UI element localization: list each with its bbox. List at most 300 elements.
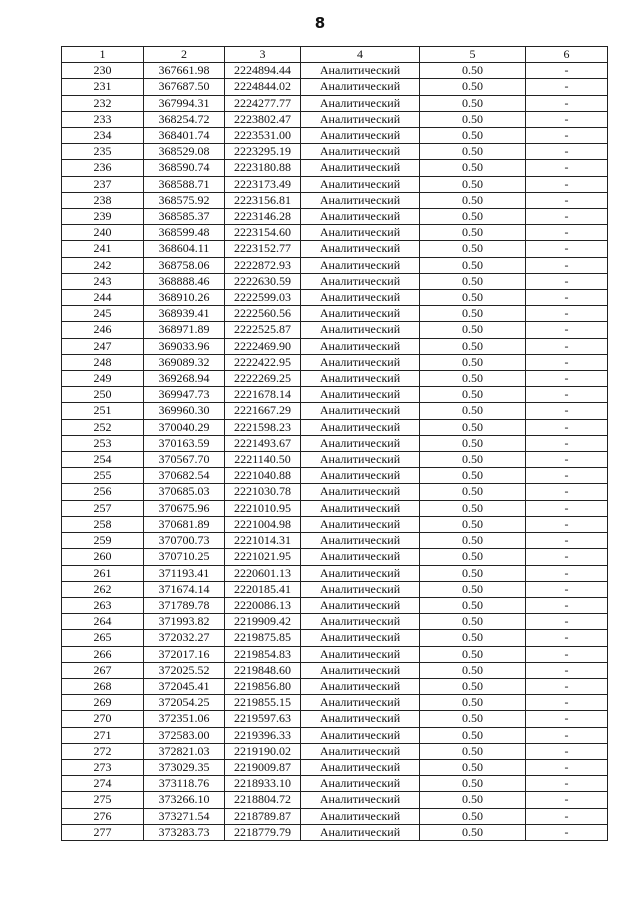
note-cell: - [526, 63, 608, 79]
table-row [62, 468, 608, 484]
x-coordinate-cell: 372583.00 [144, 727, 225, 743]
method-cell: Аналитический [301, 792, 420, 808]
y-coordinate-cell: 2221040.88 [225, 468, 301, 484]
note-cell: - [526, 338, 608, 354]
x-coordinate-cell: 368590.74 [144, 160, 225, 176]
accuracy-cell: 0.50 [420, 759, 526, 775]
table-row [62, 192, 608, 208]
point-number-cell: 277 [62, 824, 144, 840]
coordinates-table [61, 46, 608, 841]
accuracy-cell: 0.50 [420, 565, 526, 581]
accuracy-cell: 0.50 [420, 743, 526, 759]
method-cell: Аналитический [301, 484, 420, 500]
table-row [62, 338, 608, 354]
method-cell: Аналитический [301, 581, 420, 597]
note-cell: - [526, 500, 608, 516]
accuracy-cell: 0.50 [420, 371, 526, 387]
note-cell: - [526, 306, 608, 322]
method-cell: Аналитический [301, 306, 420, 322]
table-row [62, 808, 608, 824]
point-number-cell: 266 [62, 646, 144, 662]
y-coordinate-cell: 2219009.87 [225, 759, 301, 775]
table-row [62, 597, 608, 613]
y-coordinate-cell: 2221678.14 [225, 387, 301, 403]
accuracy-cell: 0.50 [420, 597, 526, 613]
accuracy-cell: 0.50 [420, 241, 526, 257]
table-row [62, 273, 608, 289]
note-cell: - [526, 144, 608, 160]
point-number-cell: 270 [62, 711, 144, 727]
table-row [62, 727, 608, 743]
note-cell: - [526, 225, 608, 241]
y-coordinate-cell: 2219875.85 [225, 630, 301, 646]
note-cell: - [526, 128, 608, 144]
point-number-cell: 238 [62, 192, 144, 208]
y-coordinate-cell: 2224277.77 [225, 95, 301, 111]
y-coordinate-cell: 2221014.31 [225, 533, 301, 549]
x-coordinate-cell: 372032.27 [144, 630, 225, 646]
y-coordinate-cell: 2223154.60 [225, 225, 301, 241]
y-coordinate-cell: 2219396.33 [225, 727, 301, 743]
x-coordinate-cell: 370040.29 [144, 419, 225, 435]
accuracy-cell: 0.50 [420, 257, 526, 273]
method-cell: Аналитический [301, 727, 420, 743]
point-number-cell: 267 [62, 662, 144, 678]
method-cell: Аналитический [301, 452, 420, 468]
x-coordinate-cell: 373029.35 [144, 759, 225, 775]
accuracy-cell: 0.50 [420, 808, 526, 824]
x-coordinate-cell: 367687.50 [144, 79, 225, 95]
note-cell: - [526, 743, 608, 759]
point-number-cell: 253 [62, 435, 144, 451]
table-row [62, 435, 608, 451]
x-coordinate-cell: 368575.92 [144, 192, 225, 208]
accuracy-cell: 0.50 [420, 160, 526, 176]
method-cell: Аналитический [301, 419, 420, 435]
note-cell: - [526, 95, 608, 111]
point-number-cell: 272 [62, 743, 144, 759]
x-coordinate-cell: 371789.78 [144, 597, 225, 613]
y-coordinate-cell: 2221010.95 [225, 500, 301, 516]
method-cell: Аналитический [301, 95, 420, 111]
table-row [62, 678, 608, 694]
accuracy-cell: 0.50 [420, 354, 526, 370]
point-number-cell: 274 [62, 776, 144, 792]
method-cell: Аналитический [301, 516, 420, 532]
accuracy-cell: 0.50 [420, 516, 526, 532]
table-row [62, 354, 608, 370]
point-number-cell: 247 [62, 338, 144, 354]
note-cell: - [526, 630, 608, 646]
method-cell: Аналитический [301, 776, 420, 792]
table-row [62, 322, 608, 338]
column-header: 5 [420, 47, 526, 63]
x-coordinate-cell: 368401.74 [144, 128, 225, 144]
x-coordinate-cell: 373271.54 [144, 808, 225, 824]
table-row [62, 160, 608, 176]
table-row [62, 371, 608, 387]
accuracy-cell: 0.50 [420, 322, 526, 338]
table-row [62, 290, 608, 306]
table-row [62, 403, 608, 419]
x-coordinate-cell: 368910.26 [144, 290, 225, 306]
method-cell: Аналитический [301, 468, 420, 484]
point-number-cell: 250 [62, 387, 144, 403]
table-row [62, 225, 608, 241]
header-row [62, 47, 608, 63]
method-cell: Аналитический [301, 711, 420, 727]
accuracy-cell: 0.50 [420, 711, 526, 727]
table-row [62, 824, 608, 840]
point-number-cell: 251 [62, 403, 144, 419]
x-coordinate-cell: 373266.10 [144, 792, 225, 808]
accuracy-cell: 0.50 [420, 79, 526, 95]
table-row [62, 792, 608, 808]
point-number-cell: 273 [62, 759, 144, 775]
accuracy-cell: 0.50 [420, 792, 526, 808]
y-coordinate-cell: 2222422.95 [225, 354, 301, 370]
method-cell: Аналитический [301, 500, 420, 516]
point-number-cell: 259 [62, 533, 144, 549]
y-coordinate-cell: 2218789.87 [225, 808, 301, 824]
table-row [62, 695, 608, 711]
note-cell: - [526, 257, 608, 273]
note-cell: - [526, 695, 608, 711]
point-number-cell: 246 [62, 322, 144, 338]
accuracy-cell: 0.50 [420, 630, 526, 646]
accuracy-cell: 0.50 [420, 484, 526, 500]
x-coordinate-cell: 370700.73 [144, 533, 225, 549]
y-coordinate-cell: 2219855.15 [225, 695, 301, 711]
y-coordinate-cell: 2220185.41 [225, 581, 301, 597]
x-coordinate-cell: 372017.16 [144, 646, 225, 662]
method-cell: Аналитический [301, 176, 420, 192]
point-number-cell: 263 [62, 597, 144, 613]
note-cell: - [526, 160, 608, 176]
table-row [62, 144, 608, 160]
table-row [62, 500, 608, 516]
accuracy-cell: 0.50 [420, 727, 526, 743]
y-coordinate-cell: 2220601.13 [225, 565, 301, 581]
note-cell: - [526, 727, 608, 743]
x-coordinate-cell: 368939.41 [144, 306, 225, 322]
table-row [62, 516, 608, 532]
x-coordinate-cell: 371674.14 [144, 581, 225, 597]
accuracy-cell: 0.50 [420, 95, 526, 111]
method-cell: Аналитический [301, 533, 420, 549]
accuracy-cell: 0.50 [420, 435, 526, 451]
table-row [62, 662, 608, 678]
accuracy-cell: 0.50 [420, 306, 526, 322]
note-cell: - [526, 824, 608, 840]
note-cell: - [526, 176, 608, 192]
method-cell: Аналитический [301, 549, 420, 565]
table-row [62, 111, 608, 127]
method-cell: Аналитический [301, 273, 420, 289]
accuracy-cell: 0.50 [420, 209, 526, 225]
accuracy-cell: 0.50 [420, 419, 526, 435]
method-cell: Аналитический [301, 646, 420, 662]
accuracy-cell: 0.50 [420, 128, 526, 144]
y-coordinate-cell: 2222630.59 [225, 273, 301, 289]
y-coordinate-cell: 2223156.81 [225, 192, 301, 208]
accuracy-cell: 0.50 [420, 614, 526, 630]
y-coordinate-cell: 2218804.72 [225, 792, 301, 808]
table-row [62, 128, 608, 144]
table-row [62, 549, 608, 565]
accuracy-cell: 0.50 [420, 500, 526, 516]
note-cell: - [526, 614, 608, 630]
accuracy-cell: 0.50 [420, 468, 526, 484]
x-coordinate-cell: 370710.25 [144, 549, 225, 565]
x-coordinate-cell: 372054.25 [144, 695, 225, 711]
point-number-cell: 275 [62, 792, 144, 808]
note-cell: - [526, 759, 608, 775]
accuracy-cell: 0.50 [420, 273, 526, 289]
x-coordinate-cell: 368529.08 [144, 144, 225, 160]
table-header [62, 47, 608, 63]
note-cell: - [526, 322, 608, 338]
y-coordinate-cell: 2218779.79 [225, 824, 301, 840]
column-header: 6 [526, 47, 608, 63]
note-cell: - [526, 371, 608, 387]
y-coordinate-cell: 2221030.78 [225, 484, 301, 500]
y-coordinate-cell: 2219597.63 [225, 711, 301, 727]
page-number: 8 [314, 14, 326, 32]
table-row [62, 614, 608, 630]
y-coordinate-cell: 2218933.10 [225, 776, 301, 792]
accuracy-cell: 0.50 [420, 678, 526, 694]
accuracy-cell: 0.50 [420, 144, 526, 160]
x-coordinate-cell: 371993.82 [144, 614, 225, 630]
point-number-cell: 243 [62, 273, 144, 289]
method-cell: Аналитический [301, 403, 420, 419]
accuracy-cell: 0.50 [420, 695, 526, 711]
note-cell: - [526, 192, 608, 208]
x-coordinate-cell: 367661.98 [144, 63, 225, 79]
x-coordinate-cell: 368588.71 [144, 176, 225, 192]
note-cell: - [526, 419, 608, 435]
y-coordinate-cell: 2219848.60 [225, 662, 301, 678]
method-cell: Аналитический [301, 824, 420, 840]
method-cell: Аналитический [301, 597, 420, 613]
table-row [62, 452, 608, 468]
note-cell: - [526, 241, 608, 257]
table-row [62, 646, 608, 662]
x-coordinate-cell: 370675.96 [144, 500, 225, 516]
point-number-cell: 254 [62, 452, 144, 468]
point-number-cell: 271 [62, 727, 144, 743]
y-coordinate-cell: 2221004.98 [225, 516, 301, 532]
y-coordinate-cell: 2221021.95 [225, 549, 301, 565]
accuracy-cell: 0.50 [420, 452, 526, 468]
column-header: 3 [225, 47, 301, 63]
accuracy-cell: 0.50 [420, 338, 526, 354]
x-coordinate-cell: 372045.41 [144, 678, 225, 694]
table-row [62, 241, 608, 257]
note-cell: - [526, 533, 608, 549]
accuracy-cell: 0.50 [420, 824, 526, 840]
note-cell: - [526, 808, 608, 824]
point-number-cell: 234 [62, 128, 144, 144]
table-body [62, 63, 608, 841]
table-row [62, 776, 608, 792]
method-cell: Аналитический [301, 63, 420, 79]
note-cell: - [526, 565, 608, 581]
method-cell: Аналитический [301, 387, 420, 403]
x-coordinate-cell: 373283.73 [144, 824, 225, 840]
point-number-cell: 269 [62, 695, 144, 711]
point-number-cell: 268 [62, 678, 144, 694]
method-cell: Аналитический [301, 79, 420, 95]
note-cell: - [526, 290, 608, 306]
point-number-cell: 235 [62, 144, 144, 160]
y-coordinate-cell: 2223173.49 [225, 176, 301, 192]
note-cell: - [526, 354, 608, 370]
note-cell: - [526, 468, 608, 484]
point-number-cell: 260 [62, 549, 144, 565]
method-cell: Аналитический [301, 565, 420, 581]
method-cell: Аналитический [301, 225, 420, 241]
x-coordinate-cell: 368254.72 [144, 111, 225, 127]
x-coordinate-cell: 368758.06 [144, 257, 225, 273]
y-coordinate-cell: 2222469.90 [225, 338, 301, 354]
method-cell: Аналитический [301, 614, 420, 630]
accuracy-cell: 0.50 [420, 290, 526, 306]
method-cell: Аналитический [301, 759, 420, 775]
method-cell: Аналитический [301, 371, 420, 387]
point-number-cell: 230 [62, 63, 144, 79]
note-cell: - [526, 792, 608, 808]
accuracy-cell: 0.50 [420, 403, 526, 419]
method-cell: Аналитический [301, 209, 420, 225]
table-row [62, 419, 608, 435]
x-coordinate-cell: 373118.76 [144, 776, 225, 792]
table-row [62, 484, 608, 500]
note-cell: - [526, 549, 608, 565]
point-number-cell: 233 [62, 111, 144, 127]
point-number-cell: 265 [62, 630, 144, 646]
y-coordinate-cell: 2224894.44 [225, 63, 301, 79]
method-cell: Аналитический [301, 144, 420, 160]
method-cell: Аналитический [301, 192, 420, 208]
x-coordinate-cell: 368599.48 [144, 225, 225, 241]
y-coordinate-cell: 2219854.83 [225, 646, 301, 662]
note-cell: - [526, 79, 608, 95]
x-coordinate-cell: 370567.70 [144, 452, 225, 468]
x-coordinate-cell: 369268.94 [144, 371, 225, 387]
column-header: 4 [301, 47, 420, 63]
point-number-cell: 256 [62, 484, 144, 500]
accuracy-cell: 0.50 [420, 111, 526, 127]
x-coordinate-cell: 368971.89 [144, 322, 225, 338]
note-cell: - [526, 111, 608, 127]
method-cell: Аналитический [301, 338, 420, 354]
x-coordinate-cell: 370685.03 [144, 484, 225, 500]
method-cell: Аналитический [301, 354, 420, 370]
table-row [62, 759, 608, 775]
y-coordinate-cell: 2222599.03 [225, 290, 301, 306]
table-row [62, 306, 608, 322]
x-coordinate-cell: 369960.30 [144, 403, 225, 419]
point-number-cell: 258 [62, 516, 144, 532]
accuracy-cell: 0.50 [420, 581, 526, 597]
y-coordinate-cell: 2219909.42 [225, 614, 301, 630]
point-number-cell: 257 [62, 500, 144, 516]
method-cell: Аналитический [301, 128, 420, 144]
x-coordinate-cell: 372351.06 [144, 711, 225, 727]
y-coordinate-cell: 2222525.87 [225, 322, 301, 338]
point-number-cell: 255 [62, 468, 144, 484]
note-cell: - [526, 435, 608, 451]
x-coordinate-cell: 370682.54 [144, 468, 225, 484]
accuracy-cell: 0.50 [420, 192, 526, 208]
table-row [62, 743, 608, 759]
accuracy-cell: 0.50 [420, 776, 526, 792]
column-header: 2 [144, 47, 225, 63]
y-coordinate-cell: 2222872.93 [225, 257, 301, 273]
note-cell: - [526, 403, 608, 419]
x-coordinate-cell: 372821.03 [144, 743, 225, 759]
note-cell: - [526, 209, 608, 225]
note-cell: - [526, 776, 608, 792]
note-cell: - [526, 597, 608, 613]
method-cell: Аналитический [301, 678, 420, 694]
y-coordinate-cell: 2222269.25 [225, 371, 301, 387]
y-coordinate-cell: 2221667.29 [225, 403, 301, 419]
point-number-cell: 248 [62, 354, 144, 370]
x-coordinate-cell: 369947.73 [144, 387, 225, 403]
point-number-cell: 240 [62, 225, 144, 241]
method-cell: Аналитический [301, 662, 420, 678]
y-coordinate-cell: 2219856.80 [225, 678, 301, 694]
point-number-cell: 252 [62, 419, 144, 435]
method-cell: Аналитический [301, 257, 420, 273]
y-coordinate-cell: 2223180.88 [225, 160, 301, 176]
method-cell: Аналитический [301, 743, 420, 759]
method-cell: Аналитический [301, 695, 420, 711]
x-coordinate-cell: 371193.41 [144, 565, 225, 581]
point-number-cell: 237 [62, 176, 144, 192]
y-coordinate-cell: 2221598.23 [225, 419, 301, 435]
note-cell: - [526, 387, 608, 403]
x-coordinate-cell: 372025.52 [144, 662, 225, 678]
note-cell: - [526, 581, 608, 597]
method-cell: Аналитический [301, 322, 420, 338]
method-cell: Аналитический [301, 290, 420, 306]
table-row [62, 176, 608, 192]
accuracy-cell: 0.50 [420, 63, 526, 79]
y-coordinate-cell: 2220086.13 [225, 597, 301, 613]
point-number-cell: 244 [62, 290, 144, 306]
note-cell: - [526, 516, 608, 532]
accuracy-cell: 0.50 [420, 176, 526, 192]
note-cell: - [526, 273, 608, 289]
x-coordinate-cell: 369033.96 [144, 338, 225, 354]
x-coordinate-cell: 368604.11 [144, 241, 225, 257]
y-coordinate-cell: 2219190.02 [225, 743, 301, 759]
y-coordinate-cell: 2222560.56 [225, 306, 301, 322]
x-coordinate-cell: 370681.89 [144, 516, 225, 532]
point-number-cell: 276 [62, 808, 144, 824]
method-cell: Аналитический [301, 630, 420, 646]
accuracy-cell: 0.50 [420, 387, 526, 403]
table-row [62, 630, 608, 646]
table-row [62, 79, 608, 95]
point-number-cell: 261 [62, 565, 144, 581]
point-number-cell: 231 [62, 79, 144, 95]
note-cell: - [526, 678, 608, 694]
